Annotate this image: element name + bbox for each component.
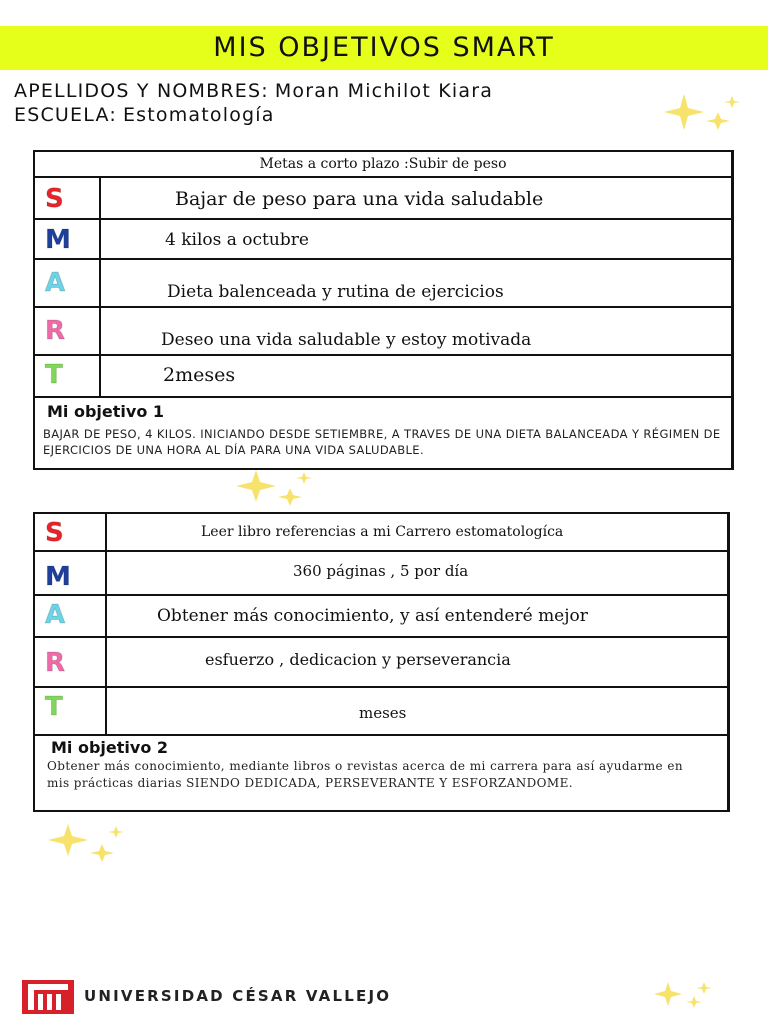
letter-a: A	[45, 600, 66, 630]
title-banner	[0, 26, 768, 70]
letter-m: M	[45, 225, 71, 255]
card2-achievable: Obtener más conocimiento, y así entenderé mejor	[157, 606, 588, 626]
student-name-line	[14, 80, 493, 102]
card2-timebound: meses	[359, 704, 407, 722]
smart-row-t	[35, 356, 731, 398]
smart-row-m	[35, 552, 727, 596]
smart-card-2	[33, 512, 730, 812]
card2-specific: Leer libro referencias a mi Carrero estomatologíca	[201, 524, 564, 540]
university-name: UNIVERSIDAD CÉSAR VALLEJO	[84, 987, 392, 1005]
letter-m: M	[45, 562, 71, 592]
student-name-label: APELLIDOS Y NOMBRES:	[14, 80, 269, 102]
smart-row-a	[35, 596, 727, 638]
student-name-value: Moran Michilot Kiara	[274, 80, 494, 102]
card1-timebound: 2meses	[163, 364, 236, 386]
sparkle-icon	[228, 468, 318, 512]
sparkle-icon	[650, 980, 716, 1014]
letter-t: T	[45, 360, 63, 390]
letter-s: S	[45, 184, 64, 214]
letter-a: A	[45, 268, 66, 298]
objective-1-title: Mi objetivo 1	[47, 402, 165, 421]
smart-row-t	[35, 688, 727, 736]
card2-measurable: 360 páginas , 5 por día	[293, 562, 469, 580]
sparkle-icon	[40, 822, 130, 868]
smart-row-s	[35, 178, 731, 220]
sparkle-icon	[660, 90, 744, 134]
card1-specific: Bajar de peso para una vida saludable	[175, 188, 544, 210]
student-school-value: Estomatología	[122, 104, 275, 126]
objective-2-title: Mi objetivo 2	[51, 738, 169, 757]
university-logo	[22, 978, 74, 1018]
letter-r: R	[45, 316, 66, 346]
card1-measurable: 4 kilos a octubre	[165, 230, 309, 250]
card1-relevant: Deseo una vida saludable y estoy motivada	[161, 330, 532, 350]
student-school-label: ESCUELA:	[14, 104, 117, 126]
card1-achievable: Dieta balenceada y rutina de ejercicios	[167, 282, 504, 302]
smart-row-r	[35, 638, 727, 688]
smart-row-m	[35, 220, 731, 260]
letter-t: T	[45, 692, 63, 722]
letter-s: S	[45, 518, 64, 548]
smart-row-a	[35, 260, 731, 308]
card1-header: Metas a corto plazo :Subir de peso	[35, 152, 731, 178]
objective-2-text: Obtener más conocimiento, mediante libros o revistas acerca de mi carrera para así ayudarme en mis prácticas diarias SIENDO DEDICADA, PERSEVERANTE Y ESFORZANDOME.	[47, 759, 683, 790]
smart-row-s	[35, 514, 727, 552]
page-title: MIS OBJETIVOS SMART	[213, 32, 555, 63]
objective-1-text: BAJAR DE PESO, 4 KILOS. INICIANDO DESDE SETIEMBRE, A TRAVES DE UNA DIETA BALANCEADA Y RÉGIMEN DE EJERCICIOS DE UNA HORA AL DÍA PARA UNA VIDA SALUDABLE.	[43, 427, 721, 457]
letter-r: R	[45, 648, 66, 678]
card2-relevant: esfuerzo , dedicacion y perseverancia	[205, 650, 511, 669]
ucv-logo-icon	[22, 978, 74, 1014]
smart-row-r	[35, 308, 731, 356]
student-school-line	[14, 104, 275, 126]
smart-card-1	[33, 150, 734, 470]
